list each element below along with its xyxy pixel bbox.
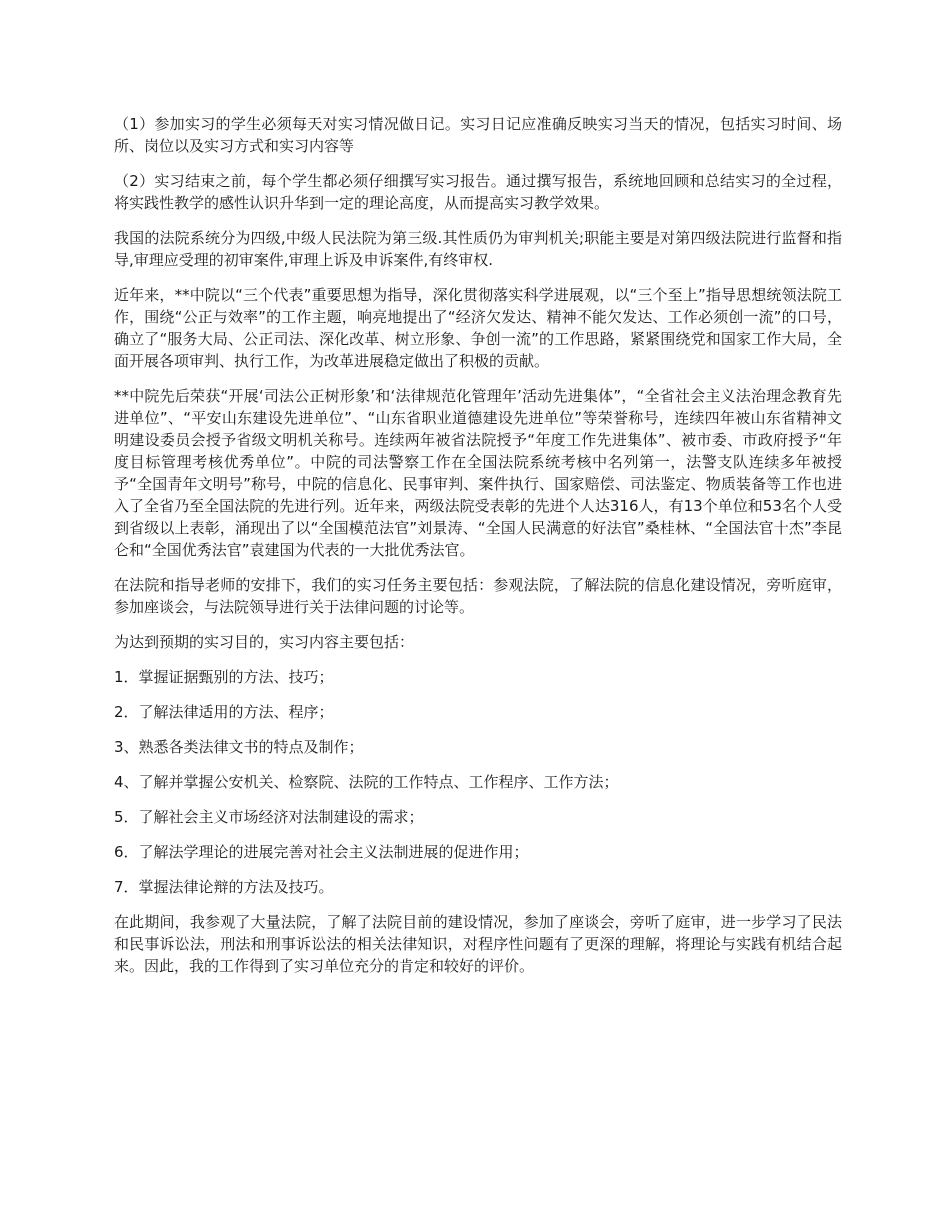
paragraph-diary-requirement: （1）参加实习的学生必须每天对实习情况做日记。实习日记应准确反映实习当天的情况，包括实习时间、场所、岗位以及实习方式和实习内容等 <box>114 115 842 155</box>
document-page <box>114 113 842 990</box>
paragraph-court-system: 我国的法院系统分为四级,中级人民法院为第三级.其性质仍为审判机关;职能主要是对第四级法院进行监督和指导,审理应受理的初审案件,审理上诉及申诉案件,有终审权. <box>114 229 842 269</box>
paragraph-court-honors: **中院先后荣获“开展‘司法公正树形象’和‘法律规范化管理年’活动先进集体”，“全省社会主义法治理念教育先进单位”、“平安山东建设先进单位”、“山东省职业道德建设先进单位”等荣誉称号，连续四年被山东省精神文明建设委员会授予省级文明机关称号。连续两年被省法院授予“年度工作先进集体”、被市委、市政府授予“年度目标管理考核优秀单位”。中院的司法警察工作在全国法院系统考核中名列第一，法警支队连续多年被授予“全国青年文明号”称号，中院的信息化、民事审判、案件执行、国家赔偿、司法鉴定、物质装备等工作也进入了全省乃至全国法院的先进行列。近年来，两级法院受表彰的先进个人达316人，有13个单位和53名个人受到省级以上表彰，涌现出了以“全国模范法官”刘景涛、“全国人民满意的好法官”桑桂林、“全国法官十杰”李昆仑和“全国优秀法官”袁建国为代表的一大批优秀法官。 <box>114 387 842 559</box>
paragraph-content-intro: 为达到预期的实习目的，实习内容主要包括： <box>114 633 415 651</box>
list-item-2: 2．了解法律适用的方法、程序； <box>114 703 334 721</box>
paragraph-summary: 在此期间，我参观了大量法院，了解了法院目前的建设情况，参加了座谈会，旁听了庭审，进一步学习了民法和民事诉讼法，刑法和刑事诉讼法的相关法律知识，对程序性问题有了更深的理解，将理论与实践有机结合起来。因此，我的工作得到了实习单位充分的肯定和较好的评价。 <box>114 913 842 975</box>
paragraph-court-work: 近年来，**中院以“三个代表”重要思想为指导，深化贯彻落实科学进展观，以“三个至上”指导思想统领法院工作，围绕“公正与效率”的工作主题，响亮地提出了“经济欠发达、精神不能欠发达、工作必须创一流”的口号，确立了“服务大局、公正司法、深化改革、树立形象、争创一流”的工作思路，紧紧围绕党和国家工作大局，全面开展各项审判、执行工作，为改革进展稳定做出了积极的贡献。 <box>114 286 842 370</box>
list-item-6: 6．了解法学理论的进展完善对社会主义法制进展的促进作用； <box>114 843 529 861</box>
list-item-4: 4、了解并掌握公安机关、检察院、法院的工作特点、工作程序、工作方法； <box>114 773 619 791</box>
list-item-1: 1．掌握证据甄别的方法、技巧； <box>114 668 334 686</box>
list-item-5: 5．了解社会主义市场经济对法制建设的需求； <box>114 808 424 826</box>
list-item-7: 7．掌握法律论辩的方法及技巧。 <box>114 878 334 896</box>
paragraph-internship-tasks: 在法院和指导老师的安排下，我们的实习任务主要包括：参观法院，了解法院的信息化建设情况，旁听庭审，参加座谈会，与法院领导进行关于法律问题的讨论等。 <box>114 576 842 616</box>
paragraph-report-requirement: （2）实习结束之前，每个学生都必须仔细撰写实习报告。通过撰写报告，系统地回顾和总结实习的全过程，将实践性教学的感性认识升华到一定的理论高度，从而提高实习教学效果。 <box>114 172 842 212</box>
list-item-3: 3、熟悉各类法律文书的特点及制作； <box>114 738 364 756</box>
